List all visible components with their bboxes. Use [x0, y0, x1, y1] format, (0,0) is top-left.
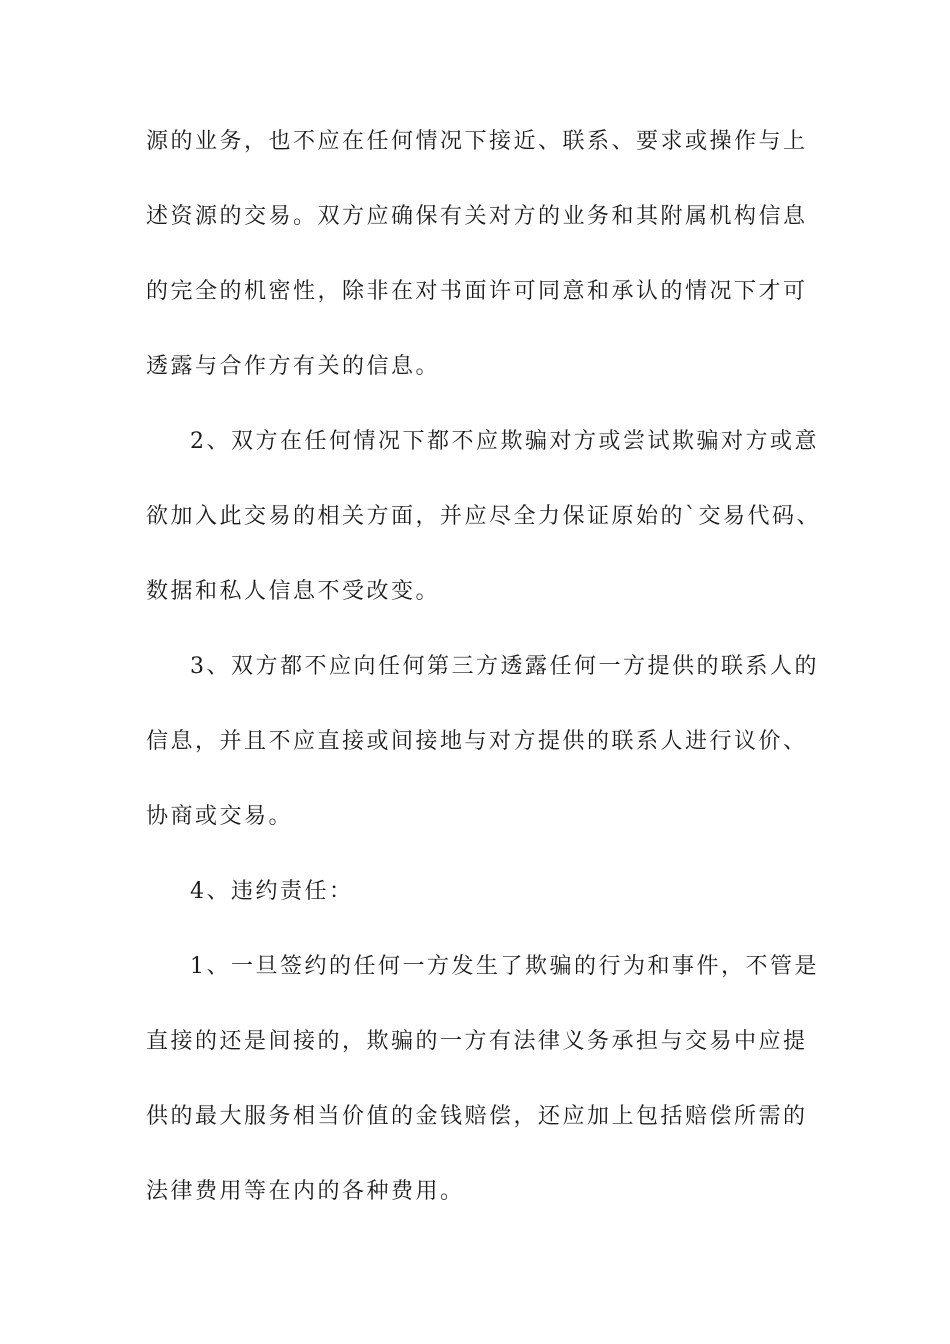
- text-line: 源的业务，也不应在任何情况下接近、联系、要求或操作与上: [146, 129, 808, 154]
- text-line: 欲加入此交易的相关方面，并应尽全力保证原始的`交易代码、: [146, 504, 822, 529]
- text-line: 供的最大服务相当价值的金钱赔偿，还应加上包括赔偿所需的: [146, 1104, 808, 1129]
- text-line: 协商或交易。: [146, 804, 294, 829]
- section-heading-liability: 4、违约责任：: [190, 879, 354, 904]
- document-body: [146, 129, 822, 1255]
- text-line: 的完全的机密性，除非在对书面许可同意和承认的情况下才可: [146, 279, 808, 304]
- paragraph-start-3: 3、双方都不应向任何第三方透露任何一方提供的联系人的: [190, 654, 819, 679]
- text-line: 直接的还是间接的，欺骗的一方有法律义务承担与交易中应提: [146, 1029, 808, 1054]
- text-line: 信息，并且不应直接或间接地与对方提供的联系人进行议价、: [146, 729, 808, 754]
- text-line: 述资源的交易。双方应确保有关对方的业务和其附属机构信息: [146, 204, 808, 229]
- text-line: 透露与合作方有关的信息。: [146, 354, 441, 379]
- paragraph-start-liability-1: 1、一旦签约的任何一方发生了欺骗的行为和事件，不管是: [190, 954, 819, 979]
- paragraph-start-2: 2、双方在任何情况下都不应欺骗对方或尝试欺骗对方或意: [190, 429, 819, 454]
- text-line: 法律费用等在内的各种费用。: [146, 1179, 465, 1204]
- text-line: 数据和私人信息不受改变。: [146, 579, 441, 604]
